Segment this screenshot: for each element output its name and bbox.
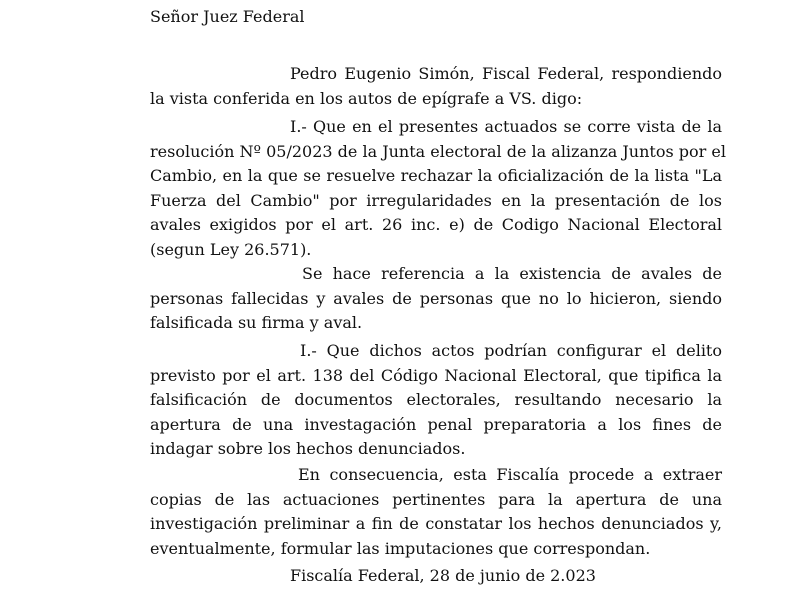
paragraph-line: apertura de una investagación penal preparatoria a los fines de <box>150 414 722 434</box>
paragraph-line: avales exigidos por el art. 26 inc. e) de Codigo Nacional Electoral <box>150 215 722 234</box>
paragraph-line: resolución Nº 05/2023 de la Junta electoral de la alizanza Juntos por el <box>150 141 726 161</box>
paragraph-line: En consecuencia, esta Fiscalía procede a extraer <box>298 465 722 484</box>
paragraph-line: la vista conferida en los autos de epígrafe a VS. digo: <box>150 88 583 108</box>
paragraph-line: personas fallecidas y avales de personas que no lo hicieron, siendo <box>150 288 722 308</box>
paragraph-line: (segun Ley 26.571). <box>150 239 312 259</box>
paragraph-line: falsificada su firma y aval. <box>150 313 363 332</box>
paragraph-reference <box>150 262 722 336</box>
paragraph-line: I.- Que en el presentes actuados se corre vista de la <box>290 117 722 136</box>
paragraph-line: Fuerza del Cambio" por irregularidades en la presentación de los <box>150 190 722 210</box>
paragraph-point-one <box>150 115 726 262</box>
paragraph-conclusion <box>150 463 722 561</box>
paragraph-intro <box>150 62 722 111</box>
paragraph-line: Se hace referencia a la existencia de avales de <box>302 264 722 283</box>
paragraph-line: copias de las actuaciones pertinentes para la apertura de una <box>150 489 722 509</box>
paragraph-line: I.- Que dichos actos podrían configurar el delito <box>300 341 722 360</box>
paragraph-line: Cambio, en la que se resuelve rechazar la oficialización de la lista "La <box>150 166 722 185</box>
paragraph-line: Pedro Eugenio Simón, Fiscal Federal, respondiendo <box>290 64 722 83</box>
paragraph-point-two <box>150 339 722 462</box>
paragraph-line: indagar sobre los hechos denunciados. <box>150 439 466 458</box>
closing-date-line: Fiscalía Federal, 28 de junio de 2.023 <box>290 566 596 585</box>
paragraph-line: eventualmente, formular las imputaciones que correspondan. <box>150 538 651 558</box>
paragraph-line: investigación preliminar a fin de constatar los hechos denunciados y, <box>150 514 722 533</box>
paragraph-line: previsto por el art. 138 del Código Nacional Electoral, que tipifica la <box>150 365 722 385</box>
salutation: Señor Juez Federal <box>150 7 305 26</box>
paragraph-line: falsificación de documentos electorales, resultando necesario la <box>150 390 722 409</box>
